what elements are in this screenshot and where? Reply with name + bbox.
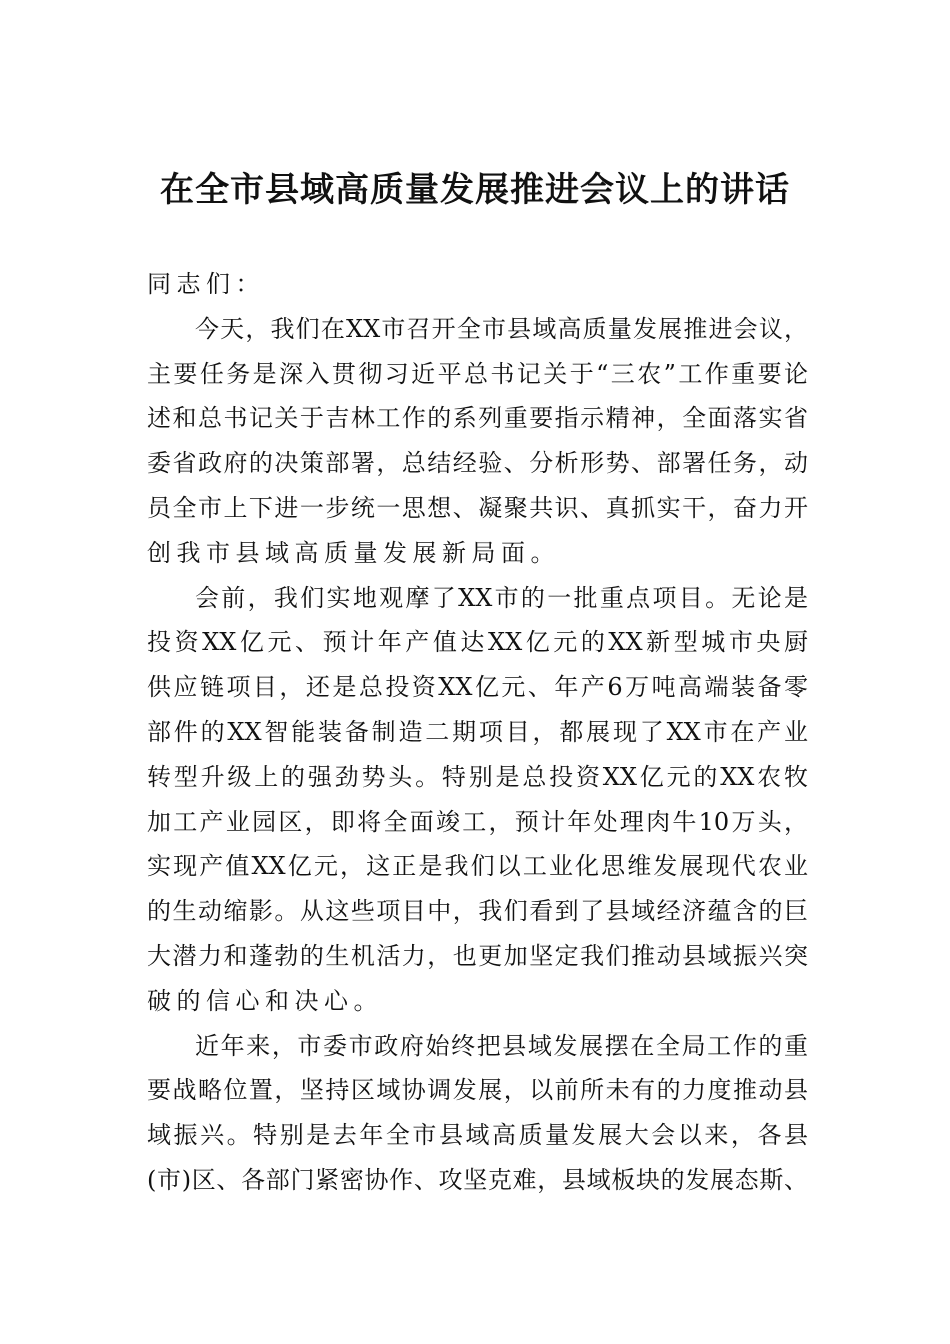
text-line: 会前，我们实地观摩了XX市的一批重点项目。无论是 <box>195 583 808 612</box>
paragraph <box>147 576 808 1024</box>
text-line: 实现产值XX亿元，这正是我们以工业化思维发展现代农业 <box>147 852 808 881</box>
text-line: 委省政府的决策部署，总结经验、分析形势、部署任务，动 <box>147 449 808 478</box>
text-line: 大潜力和蓬勃的生机活力，也更加坚定我们推动县域振兴突 <box>147 941 808 970</box>
paragraphs <box>147 307 808 1203</box>
text-line: 加工产业园区，即将全面竣工，预计年处理肉牛10万头， <box>147 807 808 836</box>
text-line: 员全市上下进一步统一思想、凝聚共识、真抓实干，奋力开 <box>147 493 808 522</box>
text-line: (市)区、各部门紧密协作、攻坚克难，县域板块的发展态斯、 <box>147 1165 808 1194</box>
text-line: 投资XX亿元、预计年产值达XX亿元的XX新型城市央厨 <box>147 628 808 657</box>
text-line: 转型升级上的强劲势头。特别是总投资XX亿元的XX农牧 <box>147 762 808 791</box>
paragraph <box>147 307 808 576</box>
text-line: 创我市县域高质量发展新局面。 <box>147 538 560 567</box>
paragraph <box>147 1024 808 1203</box>
text-line: 部件的XX智能装备制造二期项目，都展现了XX市在产业 <box>147 717 808 746</box>
text-line: 今天，我们在XX市召开全市县域高质量发展推进会议， <box>195 314 808 343</box>
salutation: 同志们： <box>147 270 265 298</box>
text-line: 近年来，市委市政府始终把县域发展摆在全局工作的重 <box>195 1031 808 1060</box>
document-body <box>147 262 808 1203</box>
document-title: 在全市县域高质量发展推进会议上的讲话 <box>160 170 790 210</box>
text-line: 破的信心和决心。 <box>147 986 383 1015</box>
text-line: 的生动缩影。从这些项目中，我们看到了县域经济蕴含的巨 <box>147 897 808 926</box>
text-line: 供应链项目，还是总投资XX亿元、年产6万吨高端装备零 <box>147 673 808 702</box>
text-line: 述和总书记关于吉林工作的系列重要指示精神，全面落实省 <box>147 404 808 433</box>
text-line: 主要任务是深入贯彻习近平总书记关于“三农”工作重要论 <box>147 359 808 388</box>
text-line: 域振兴。特别是去年全市县域高质量发展大会以来，各县 <box>147 1121 808 1150</box>
text-line: 要战略位置，坚持区域协调发展，以前所未有的力度推动县 <box>147 1076 808 1105</box>
